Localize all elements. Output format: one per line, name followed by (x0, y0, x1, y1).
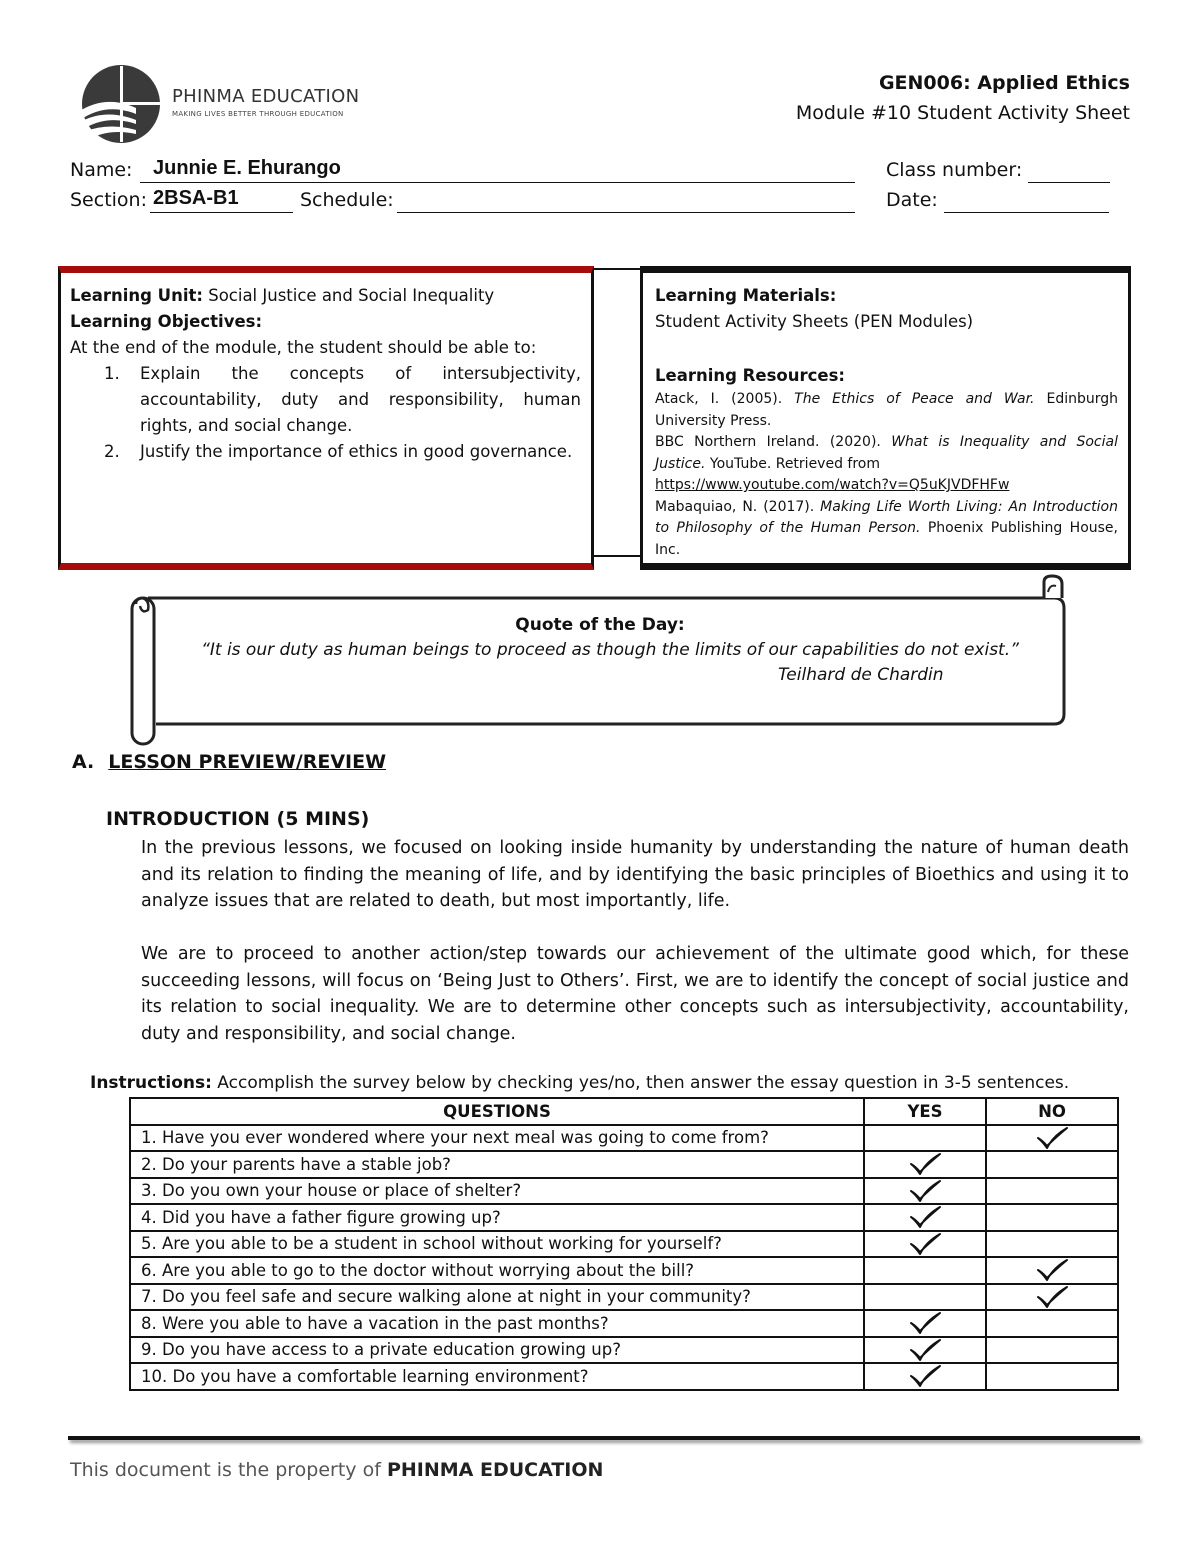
name-label: Name: (70, 159, 133, 181)
checkmark-icon (1035, 1285, 1069, 1309)
no-checkbox-cell[interactable] (986, 1178, 1118, 1205)
yes-checkbox-cell[interactable] (864, 1231, 986, 1258)
yes-checkbox-cell[interactable] (864, 1151, 986, 1178)
intro-heading: INTRODUCTION (5 MINS) (106, 808, 370, 830)
no-checkbox-cell[interactable] (986, 1257, 1118, 1284)
yes-checkbox-cell[interactable] (864, 1204, 986, 1231)
checkmark-icon (908, 1364, 942, 1388)
intro-paragraph-1: In the previous lessons, we focused on looking inside humanity by understanding the nature of human death and its relation to finding the meaning of life, and by identifying the basic principles of Bioethics and using it to analyze issues that are related to death, but most importantly, life. (141, 838, 1129, 911)
survey-row (130, 1125, 1118, 1152)
survey-question: 7. Do you feel safe and secure walking alone at night in your community? (130, 1284, 864, 1311)
survey-question: 10. Do you have a comfortable learning environment? (130, 1363, 864, 1390)
survey-row (130, 1178, 1118, 1205)
survey-row (130, 1257, 1118, 1284)
resource-item: BBC Northern Ireland. (2020). What is Inequality and Social Justice. YouTube. Retrieved from (655, 434, 1118, 472)
survey-row (130, 1337, 1118, 1364)
schedule-label: Schedule: (300, 189, 394, 211)
section-letter: A. (72, 751, 95, 773)
checkmark-icon (1035, 1126, 1069, 1150)
survey-question: 2. Do your parents have a stable job? (130, 1151, 864, 1178)
name-field[interactable] (140, 157, 855, 183)
date-field[interactable] (944, 190, 1109, 213)
phinma-logo (76, 64, 376, 148)
survey-row (130, 1284, 1118, 1311)
objective-item: 1. Explain the concepts of intersubjectivity, accountability, duty and responsibility, human rights, and social change. (104, 364, 581, 435)
resource-link[interactable]: https://www.youtube.com/watch?v=Q5uKJVDFHFw (655, 477, 1010, 493)
checkmark-icon (908, 1179, 942, 1203)
section-field[interactable] (150, 187, 293, 213)
yes-checkbox-cell[interactable] (864, 1257, 986, 1284)
yes-header: YES (864, 1098, 986, 1125)
quote-text: “It is our duty as human beings to proceed as though the limits of our capabilities do not exist.” (201, 640, 1019, 660)
box-connector-top (591, 268, 643, 270)
quote-scroll-banner (128, 574, 1070, 748)
no-header: NO (986, 1098, 1118, 1125)
footer-note (70, 1459, 603, 1481)
date-label: Date: (886, 189, 938, 211)
no-checkbox-cell[interactable] (986, 1337, 1118, 1364)
instructions (90, 1073, 1069, 1093)
resource-item: Mabaquiao, N. (2017). Making Life Worth Living: An Introduction to Philosophy of the Human Person. Phoenix Publishing House, Inc. (655, 498, 1118, 558)
instructions-label: Instructions: (90, 1073, 212, 1093)
learning-materials-label: Learning Materials: (655, 286, 837, 305)
checkmark-icon (908, 1311, 942, 1335)
footer-org: PHINMA EDUCATION (386, 1459, 604, 1481)
box-connector-bottom (591, 555, 643, 557)
learning-unit-label: Learning Unit: (70, 286, 203, 305)
survey-question: 6. Are you able to go to the doctor without worrying about the bill? (130, 1257, 864, 1284)
section-label: Section: (70, 189, 147, 211)
survey-header-row (130, 1098, 1118, 1125)
questions-header: QUESTIONS (130, 1098, 864, 1125)
yes-checkbox-cell[interactable] (864, 1125, 986, 1152)
yes-checkbox-cell[interactable] (864, 1284, 986, 1311)
objective-item: 2. Justify the importance of ethics in good governance. (104, 442, 573, 461)
learning-unit-value: Social Justice and Social Inequality (208, 286, 495, 305)
survey-question: 1. Have you ever wondered where your next meal was going to come from? (130, 1125, 864, 1152)
yes-checkbox-cell[interactable] (864, 1337, 986, 1364)
section-title: LESSON PREVIEW/REVIEW (108, 751, 387, 773)
checkmark-icon (1035, 1258, 1069, 1282)
checkmark-icon (908, 1152, 942, 1176)
footer-divider (68, 1436, 1140, 1440)
checkmark-icon (908, 1205, 942, 1229)
footer-text: This document is the property of (70, 1459, 387, 1481)
learning-materials-value: Student Activity Sheets (PEN Modules) (655, 312, 974, 331)
learning-materials-box (640, 266, 1131, 570)
survey-question: 8. Were you able to have a vacation in the past months? (130, 1310, 864, 1337)
yes-checkbox-cell[interactable] (864, 1310, 986, 1337)
schedule-field[interactable] (397, 190, 855, 213)
resource-item: Atack, I. (2005). The Ethics of Peace and War. Edinburgh University Press. (655, 391, 1118, 429)
class-number-label: Class number: (886, 159, 1023, 181)
checkmark-icon (908, 1232, 942, 1256)
no-checkbox-cell[interactable] (986, 1151, 1118, 1178)
course-title: GEN006: Applied Ethics (878, 72, 1130, 94)
intro-paragraph-2: We are to proceed to another action/step towards our achievement of the ultimate good which, for these succeeding lessons, will focus on ‘Being Just to Others’. First, we are to identify the concept of social justice and its relation to social inequality. We are to determine other concepts such as intersubjectivity, accountability, duty and responsibility, and social change. (141, 944, 1129, 1044)
survey-question: 5. Are you able to be a student in school without working for yourself? (130, 1231, 864, 1258)
no-checkbox-cell[interactable] (986, 1363, 1118, 1390)
class-number-field[interactable] (1028, 160, 1110, 183)
quote-title: Quote of the Day: (515, 615, 685, 635)
no-checkbox-cell[interactable] (986, 1310, 1118, 1337)
survey-question: 9. Do you have access to a private education growing up? (130, 1337, 864, 1364)
yes-checkbox-cell[interactable] (864, 1363, 986, 1390)
survey-table (129, 1097, 1119, 1391)
survey-row (130, 1231, 1118, 1258)
survey-row (130, 1310, 1118, 1337)
instructions-text: Accomplish the survey below by checking yes/no, then answer the essay question in 3-5 sentences. (211, 1073, 1070, 1093)
org-name: PHINMA EDUCATION (172, 86, 360, 107)
org-tagline: MAKING LIVES BETTER THROUGH EDUCATION (172, 110, 344, 118)
objectives-list (70, 361, 581, 465)
no-checkbox-cell[interactable] (986, 1284, 1118, 1311)
survey-row (130, 1151, 1118, 1178)
phinma-logo-mark-icon (76, 64, 162, 148)
no-checkbox-cell[interactable] (986, 1204, 1118, 1231)
no-checkbox-cell[interactable] (986, 1125, 1118, 1152)
survey-question: 4. Did you have a father figure growing up? (130, 1204, 864, 1231)
section-value: 2BSA-B1 (153, 187, 239, 209)
section-heading (72, 751, 386, 773)
module-title: Module #10 Student Activity Sheet (795, 102, 1130, 124)
name-value: Junnie E. Ehurango (153, 157, 341, 179)
quote-author: Teilhard de Chardin (778, 665, 944, 685)
checkmark-icon (908, 1338, 942, 1362)
learning-objectives-box (58, 266, 594, 570)
survey-question: 3. Do you own your house or place of shelter? (130, 1178, 864, 1205)
yes-checkbox-cell[interactable] (864, 1178, 986, 1205)
survey-row (130, 1204, 1118, 1231)
no-checkbox-cell[interactable] (986, 1231, 1118, 1258)
learning-resources-label: Learning Resources: (655, 366, 846, 385)
learning-objectives-label: Learning Objectives: (70, 312, 263, 331)
survey-row (130, 1363, 1118, 1390)
objectives-intro: At the end of the module, the student should be able to: (70, 338, 537, 357)
